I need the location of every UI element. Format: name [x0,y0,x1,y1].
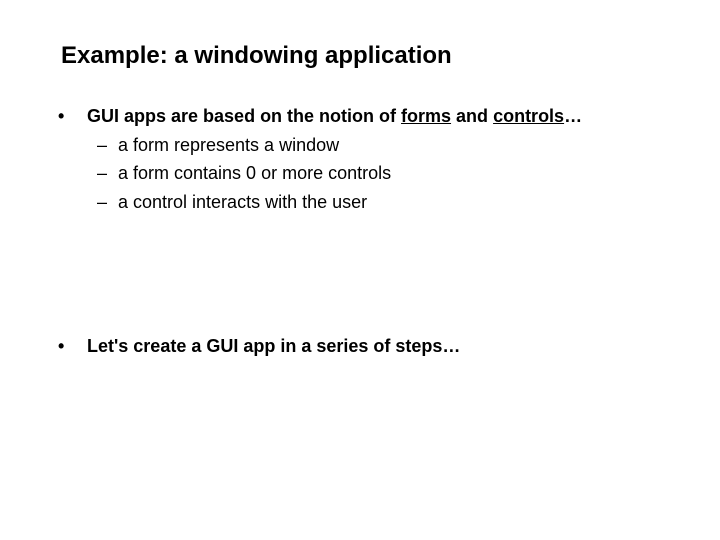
bullet-text-part: GUI apps are based on the notion of [87,106,402,126]
slide-title: Example: a windowing application [61,42,452,69]
bullet-icon: • [58,336,65,356]
sub-bullet-text: a form represents a window [118,135,340,155]
dash-icon: – [97,163,108,183]
dash-icon: – [97,135,108,155]
sub-bullet-item [97,161,391,185]
sub-bullet-item [97,133,339,157]
bullet-item [58,334,460,358]
dash-icon: – [97,192,108,212]
sub-bullet-text: a control interacts with the user [118,192,368,212]
bullet-text-part: … [564,106,583,126]
underlined-term-forms: forms [401,106,452,126]
bullet-icon: • [58,106,65,126]
bullet-text: Let's create a GUI app in a series of steps… [87,336,461,356]
sub-bullet-item [97,190,367,214]
sub-bullet-text: a form contains 0 or more controls [118,163,392,183]
underlined-term-controls: controls [493,106,565,126]
bullet-text-part: and [451,106,494,126]
bullet-item [58,104,582,128]
